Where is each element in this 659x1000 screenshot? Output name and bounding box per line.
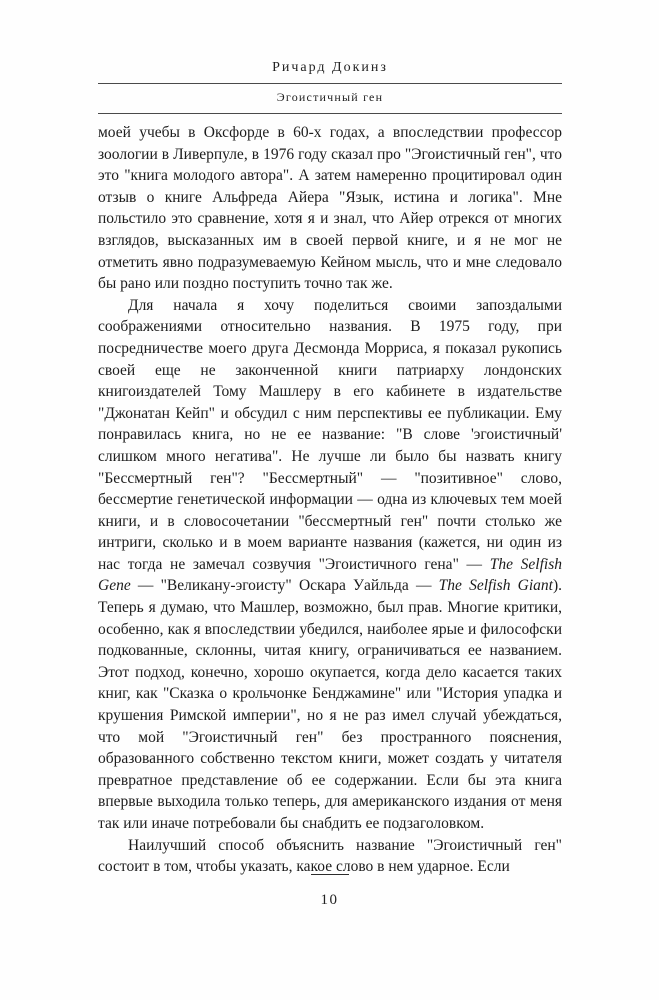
page-number: 10 [320, 892, 339, 908]
paragraph [98, 295, 562, 835]
paragraph [98, 122, 562, 295]
page-footer [0, 874, 659, 909]
italic-run: The Selfish Gene [98, 555, 562, 595]
text-run: — "Великану-эгоисту" Оскара Уайльда — [130, 577, 439, 595]
text-run: Для начала я хочу поделиться своими запоздалыми соображениями относительно названия. В 1975 году, при посредничестве моего друга Десмонда Морриса, я показал рукопись своей еще не законченной книги патриарху лондонских книгоиздателей Тому Машлеру в его кабинете в издательстве "Джонатан Кейп" и обсудил с ним перспективы ее публикации. Ему понравилась книга, но не ее название: "В слове 'эгоистичный' слишком много негатива". Не лучше ли было бы назвать книгу "Бессмертный ген"? "Бессмертный" — "позитивное" слово, бессмертие генетической информации — одна из ключевых тем моей книги, и в словосочетании "бессмертный ген" почти столько же интриги, сколько и в моем варианте названия (кажется, ни один из нас тогда не замечал созвучия "Эгоистичного гена" — [98, 296, 562, 573]
book-title: Эгоистичный ген [276, 90, 384, 105]
author-name: Ричард Докинз [272, 60, 388, 75]
footer-rule [311, 874, 349, 875]
header-rule-bottom [98, 113, 562, 114]
text-run: Наилучший способ объяснить название "Эгоистичный ген" состоит в том, чтобы указать, какое слово в нем ударное. Если [98, 836, 562, 876]
text-run: ). Теперь я думаю, что Машлер, возможно, был прав. Многие критики, особенно, как я впоследствии убедился, наиболее ярые и философски подкованные, склонны, читая книгу, ограничиваться ее названием. Этот подход, конечно, хорошо окупается, когда дело касается таких книг, как "Сказка о крольчонке Бенджамине" или "История упадка и крушения Римской империи", но я не раз имел случай убеждаться, что мой "Эгоистичный ген" без пространного пояснения, образованного собственно текстом книги, может создать у читателя превратное представление об ее содержании. Если бы эта книга впервые выходила только теперь, для американского издания от меня так или иначе потребовали бы снабдить ее подзаголовком. [98, 577, 563, 832]
italic-run: The Selfish Giant [438, 577, 553, 595]
body-text [98, 122, 562, 878]
running-head [98, 60, 562, 114]
text-run: моей учебы в Оксфорде в 60-х годах, а впоследствии профессор зоологии в Ливерпуле, в 1976 году сказал про "Эгоистичный ген", что это "книга молодого автора". А затем намеренно процитировал один отзыв о книге Альфреда Айера "Язык, истина и логика". Мне польстило это сравнение, хотя я и знал, что Айер отрекся от многих взглядов, высказанных им в своей первой книге, и я не мог не отметить явно подразумеваемую Кейном мысль, что и мне следовало бы рано или поздно поступить точно так же. [98, 124, 562, 293]
paragraph [98, 835, 562, 878]
